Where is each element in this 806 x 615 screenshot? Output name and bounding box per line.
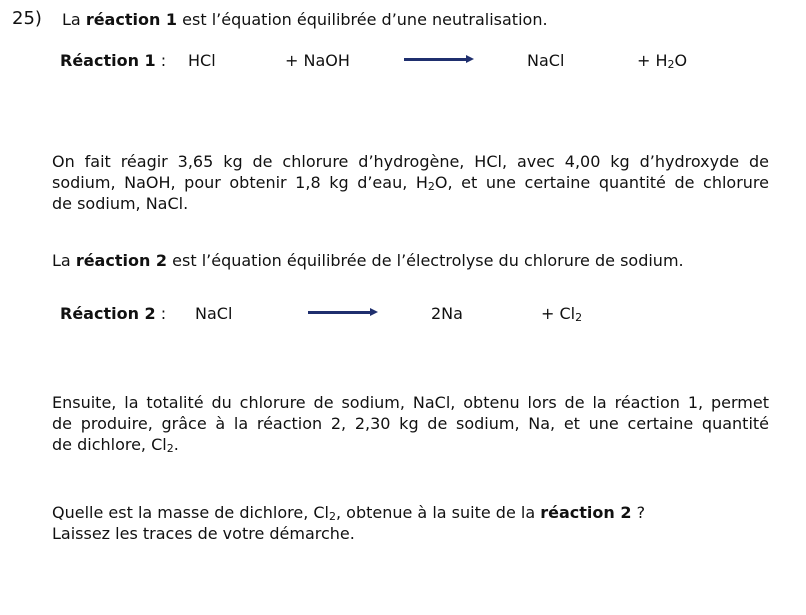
reaction-1-reactant-1: HCl [188,51,216,70]
p2-line-3-sub: 2 [166,442,174,455]
question-number: 25) [12,8,42,29]
intro2-post: est l’équation équilibrée de l’électrolyse du chlorure de sodium. [172,251,684,270]
reaction-1-product-2-post: O [674,51,688,70]
intro2-pre: La [52,251,71,270]
final-question-line-2: Laissez les traces de votre démarche. [52,524,355,543]
paragraph-1-line-2 [52,172,769,193]
intro-bold: réaction 1 [85,10,178,29]
reaction-2-product-2-sub: 2 [575,311,583,324]
question-intro [62,10,548,29]
reaction-2-label-text: Réaction 2 [60,304,156,323]
paragraph-1 [52,151,769,214]
reaction-2-product-2 [541,304,582,323]
paragraph-1-line-1: On fait réagir 3,65 kg de chlorure d’hydrogène, HCl, avec 4,00 kg d’hydroxyde de [52,152,769,171]
reaction-1-product-2-sub: 2 [667,58,675,71]
reaction-2-product-1: 2Na [431,304,463,323]
p1-line-2-post: O, et une certaine quantité de chlorure [434,173,770,192]
reaction-2-intro [52,251,684,270]
reaction-1-product-1: NaCl [527,51,565,70]
reaction-1-product-2-pre: + H [637,51,668,70]
fq-mid: , obtenue à la suite de la [335,503,536,522]
reaction-1-reactant-2: + NaOH [285,51,350,70]
paragraph-2 [52,392,769,455]
p2-line-3-post: . [173,435,179,454]
final-question [52,502,769,544]
reaction-2-reactant-1: NaCl [195,304,233,323]
p1-line-2-pre: sodium, NaOH, pour obtenir 1,8 kg d’eau, H [52,173,428,192]
fq-post: ? [636,503,646,522]
reaction-1-label-text: Réaction 1 [60,51,156,70]
reaction-1-arrow-icon [404,57,474,61]
p2-line-3-pre: de dichlore, Cl [52,435,167,454]
intro-post: est l’équation équilibrée d’une neutralisation. [182,10,548,29]
reaction-1-label [60,51,166,70]
p1-line-2-sub: 2 [427,180,435,193]
reaction-2-arrow-icon [308,310,378,314]
reaction-1-colon: : [160,51,167,70]
final-question-line-1 [52,502,769,523]
paragraph-2-line-1: Ensuite, la totalité du chlorure de sodium, NaCl, obtenu lors de la réaction 1, permet [52,393,769,412]
fq-bold: réaction 2 [540,503,632,522]
paragraph-2-line-3 [52,434,769,455]
intro-pre: La [62,10,81,29]
fq-sub: 2 [328,510,336,523]
reaction-1-product-2 [637,51,687,70]
paragraph-2-line-2: de produire, grâce à la réaction 2, 2,30 kg de sodium, Na, et une certaine quantité [52,414,769,433]
paragraph-1-line-3: de sodium, NaCl. [52,194,189,213]
reaction-2-label [60,304,166,323]
reaction-2-colon: : [160,304,167,323]
reaction-2-product-2-pre: + Cl [541,304,576,323]
intro2-bold: réaction 2 [75,251,168,270]
fq-pre: Quelle est la masse de dichlore, Cl [52,503,329,522]
